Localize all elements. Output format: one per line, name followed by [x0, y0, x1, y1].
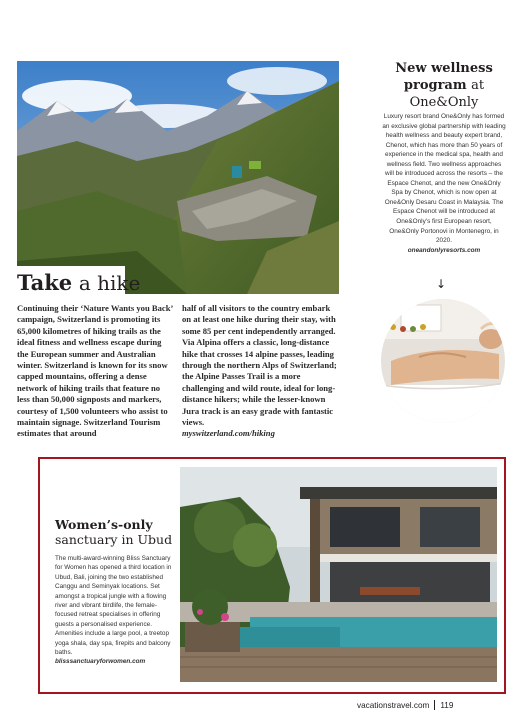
ubud-headline-thin: sanctuary in Ubud [55, 532, 173, 547]
hike-title-box [17, 266, 141, 300]
hike-headline-light: a hike [78, 271, 141, 295]
ubud-body-text: The multi-award-winning Bliss Sanctuary for Women has opened a third location in Ubud, Bali, joining the two established Canggu and Seminyak locations. Set amongst a tropical jungle with a flowing river and vibrant birdlife, the female-focused retreat specialises in offering guests a personalised experience. Amenities include a large pool, a treetop yoga shala, day spa, firepits and balcony baths. [55, 555, 172, 657]
oneandonly-website-link[interactable]: oneandonlyresorts.com [407, 246, 481, 254]
oneandonly-headline-line2 [380, 77, 508, 94]
hike-headline [17, 270, 141, 296]
hike-website-link[interactable]: myswitzerland.com/hiking [182, 428, 275, 439]
hike-photo [17, 61, 339, 294]
oneandonly-body-text: Luxury resort brand One&Only has formed an exclusive global partnership with leading health wellness and beauty expert brand, Chenot, which has more than 50 years of experience in the medical spa, health and wellness field. Two wellness approaches will be introduced across the resorts – the Espace Chenot, and the new One&Only Spa by Chenot, which is now open at One&Only Desaru Coast in Malaysia. The Espace Chenot will be introduced at One&Only’s first European resort, One&Only Portonovi in Montenegro, in 2020. [382, 113, 506, 245]
ubud-headline-bold: Women’s-only [55, 517, 153, 532]
villa-pool-photo [180, 467, 497, 682]
ubud-headline [55, 517, 180, 547]
ubud-website-link[interactable]: blisssanctuaryforwomen.com [55, 658, 146, 666]
hike-headline-bold: Take [17, 270, 73, 295]
oneandonly-headline-at: at [471, 78, 485, 93]
oneandonly-headline-line3: One&Only [409, 95, 479, 110]
ubud-body [55, 554, 177, 667]
oneandonly-headline [380, 60, 508, 111]
hike-body-column-1: Continuing their ‘Nature Wants you Back’ campaign, Switzerland is promoting its 65,000 kilometres of hiking trails as the ideal fitness and wellness escape during the European summer and Australian winter. Switzerland is known for its snow capped mountains, offering a dense network of hiking trails that feature no less than 50,000 signposts and markers, courtesy of 1,500 volunteers who assist to maintain signage. Switzerland Tourism estimates that around [17, 303, 173, 439]
down-arrow-icon: ↓ [436, 277, 447, 291]
footer-separator [434, 700, 435, 710]
oneandonly-headline-program: program [403, 78, 467, 93]
massage-photo [381, 299, 505, 423]
footer-site: vacationstravel.com [357, 701, 430, 710]
page-number: 119 [440, 701, 454, 710]
oneandonly-headline-line1: New wellness [395, 61, 493, 76]
page-footer [357, 700, 453, 710]
hike-body-column-2-text: half of all visitors to the country embark on at least one hike during their stay, with some 85 per cent independently arranged. Via Alpina offers a classic, long-distance hike that crosses 14 alpine passes, leading through the northern Alps of Switzerland; the Alpine Passes Trail is a more challenging and wild route, ideal for long-distance hikers; while the lesser-known Jura track is an easy grade with fantastic views. [182, 303, 337, 428]
oneandonly-body [382, 112, 506, 255]
hike-body-column-2 [182, 303, 340, 440]
